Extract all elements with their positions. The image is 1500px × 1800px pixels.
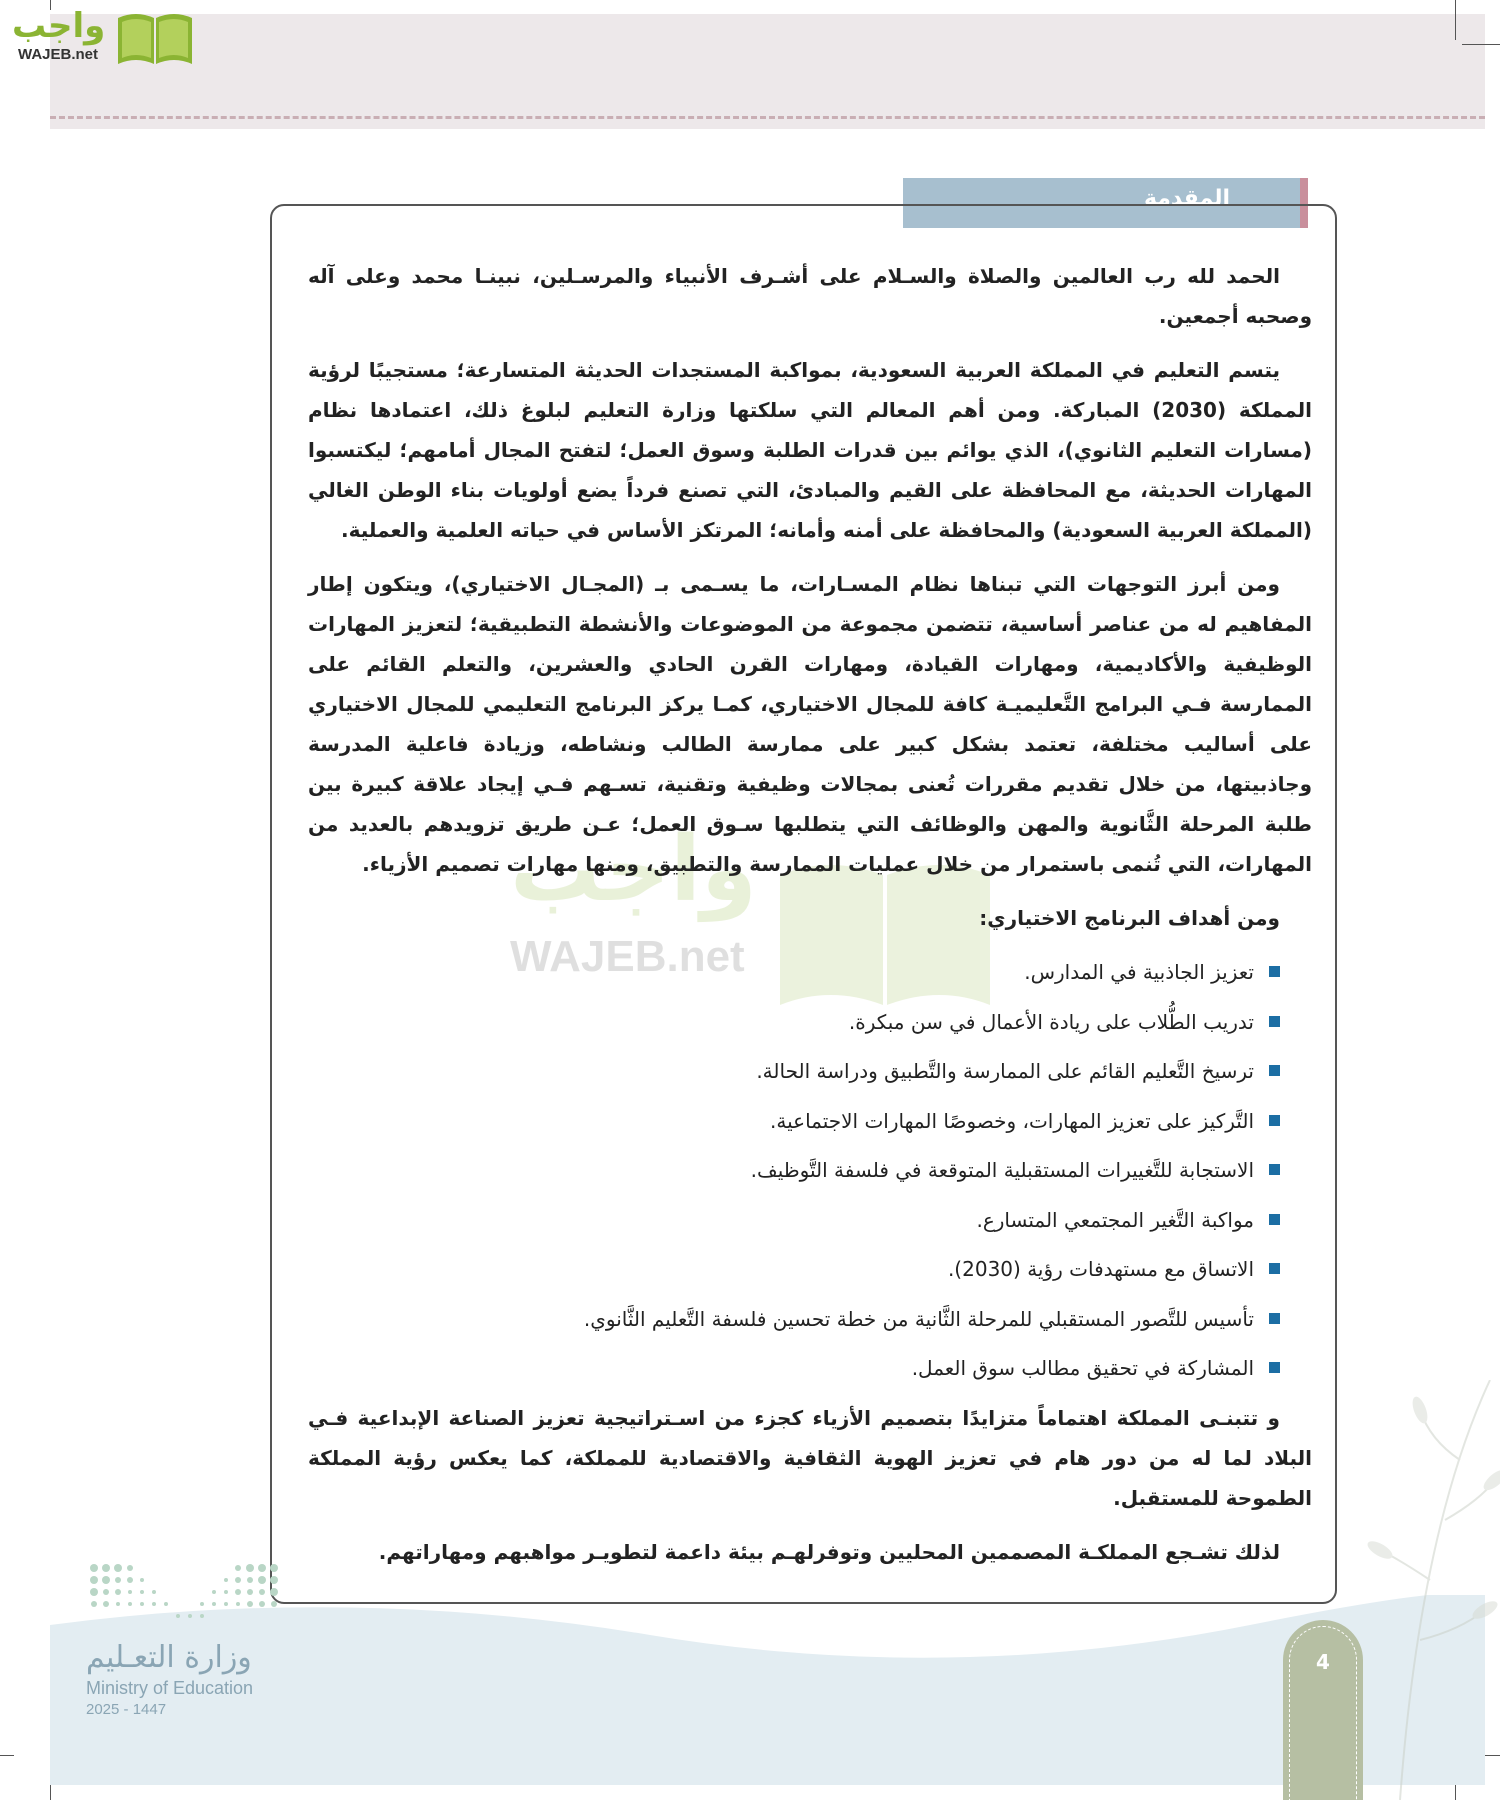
list-item (308, 1348, 1280, 1388)
section-heading: المقدمة (1143, 186, 1230, 211)
ministry-arabic-name: وزارة التعـليم (86, 1640, 252, 1675)
square-bullet-icon (1269, 1263, 1280, 1274)
decorative-branch (1360, 1380, 1500, 1800)
book-icon (116, 8, 194, 66)
wajeb-logo[interactable] (8, 6, 193, 68)
paragraph-elective-field: ومن أبرز التوجهات التي تبناها نظام المسـارات، ما يسـمى بـ (المجـال الاختياري)، ويتكون إطار المفاهيم له من عناصر أساسية، تتضمن مجموعة من الموضوعات والأنشطة التطبيقية؛ لتعزيز المهارات الوظيفية والأكاديمية، ومهارات القيادة، ومهارات القرن الحادي والعشرين، والتعلم القائم على الممارسة فـي البرامج التَّعليميـة كافة للمجال الاختياري، كمـا يركز البرنامج التعليمي للمجال الاختياري على أساليب مختلفة، تعتمد بشكل كبير على ممارسة الطالب ونشاطه، وزيادة فاعلية المدرسة وجاذبيتها، من خلال تقديم مقررات تُعنى بمجالات وظيفية وتقنية، تسـهم فـي إيجاد علاقة كبيرة بين طلبة المرحلة الثَّانوية والمهن والوظائف التي يتطلبها سـوق العمل؛ عـن طريق تزويدهم بالعديد من المهارات، التي تُنمى باستمرار من خلال عمليات الممارسة والتطبيق، ومنها مهارات تصميم الأزياء. (308, 572, 1312, 876)
logo-english-text: WAJEB.net (18, 46, 99, 63)
square-bullet-icon (1269, 1016, 1280, 1027)
header-band (50, 14, 1485, 129)
goal-text: الاستجابة للتَّغييرات المستقبلية المتوقعة في فلسفة التَّوظيف. (750, 1158, 1254, 1182)
header-dashed-line (50, 116, 1485, 119)
ministry-logo (86, 1640, 306, 1720)
paragraph-conclusion: لذلك تشـجع المملكـة المصممين المحليين وتوفرلهـم بيئة داعمة لتطويـر مواهبهم ومهاراتهم. (378, 1539, 1280, 1564)
paragraph-education: يتسم التعليم في المملكة العربية السعودية، بمواكبة المستجدات الحديثة المتسارعة؛ مستجيبًا لرؤية المملكة (2030) المباركة. ومن أهم المعالم التي سلكتها وزارة التعليم لبلوغ ذلك، اعتمادها نظام (مسارات التعليم الثانوي)، الذي يوائم بين قدرات الطلبة وسوق العمل؛ لتفتح المجال أمامهم؛ ليكتسبوا المهارات الحديثة، مع المحافظة على القيم والمبادئ، التي تصنع فرداً يضع أولويات بناء الوطن الغالي (المملكة العربية السعودية) والمحافظة على أمنه وأمانه؛ المرتكز الأساس في حياته العلمية والعملية. (308, 358, 1312, 542)
goal-text: المشاركة في تحقيق مطالب سوق العمل. (911, 1356, 1254, 1380)
paragraph-fashion-strategy: و تتبنـى المملكة اهتماماً متزايدًا بتصميم الأزياء كجزء من اسـتراتيجية تعزيز الصناعة الإبداعية فـي البلاد لما له من دور هام في تعزيز الهوية الثقافية والاقتصادية للمملكة، كما يعكس رؤية المملكة الطموحة للمستقبل. (308, 1405, 1312, 1510)
paragraph-goals-intro: ومن أهداف البرنامج الاختياري: (979, 906, 1280, 930)
crop-mark (1462, 44, 1500, 45)
list-item (308, 1249, 1280, 1289)
list-item (308, 1002, 1280, 1042)
list-item (308, 1051, 1280, 1091)
square-bullet-icon (1269, 1065, 1280, 1076)
list-item (308, 1299, 1280, 1339)
list-item (308, 1200, 1280, 1240)
goal-text: تأسيس للتَّصور المستقبلي للمرحلة الثَّانية من خطة تحسين فلسفة التَّعليم الثَّانوي. (583, 1306, 1254, 1331)
introduction-body (308, 256, 1312, 1586)
ministry-year: 2025 - 1447 (86, 1701, 167, 1718)
list-item (308, 952, 1280, 992)
page-number-tab (1283, 1620, 1363, 1800)
logo-arabic-text: واجب (12, 6, 106, 46)
goal-text: مواكبة التَّغير المجتمعي المتسارع. (976, 1207, 1254, 1232)
list-item (308, 1101, 1280, 1141)
paragraph-opening: الحمد لله رب العالمين والصلاة والسـلام على أشـرف الأنبياء والمرسـلين، نبينـا محمد وعلى آله وصحبه أجمعين. (308, 264, 1312, 328)
square-bullet-icon (1269, 1214, 1280, 1225)
square-bullet-icon (1269, 966, 1280, 977)
goal-text: تعزيز الجاذبية في المدارس. (1024, 960, 1254, 984)
square-bullet-icon (1269, 1313, 1280, 1324)
ministry-english-name: Ministry of Education (86, 1678, 254, 1698)
square-bullet-icon (1269, 1164, 1280, 1175)
goal-text: تدريب الطُّلاب على ريادة الأعمال في سن مبكرة. (848, 1009, 1254, 1034)
list-item (308, 1150, 1280, 1190)
goal-text: الاتساق مع مستهدفات رؤية (2030). (947, 1257, 1254, 1281)
crop-mark (0, 1755, 14, 1756)
goal-text: ترسيخ التَّعليم القائم على الممارسة والتَّطبيق ودراسة الحالة. (756, 1059, 1254, 1083)
goal-text: التَّركيز على تعزيز المهارات، وخصوصًا المهارات الاجتماعية. (770, 1108, 1254, 1133)
page-number: 4 (1316, 1650, 1330, 1674)
square-bullet-icon (1269, 1115, 1280, 1126)
watermark-english-text: WAJEB.net (510, 932, 745, 981)
crop-mark (1455, 0, 1456, 40)
watermark-arabic-text: واجب (510, 817, 757, 922)
goals-list (308, 952, 1312, 1388)
ministry-dots-pattern (88, 1562, 288, 1622)
square-bullet-icon (1269, 1362, 1280, 1373)
